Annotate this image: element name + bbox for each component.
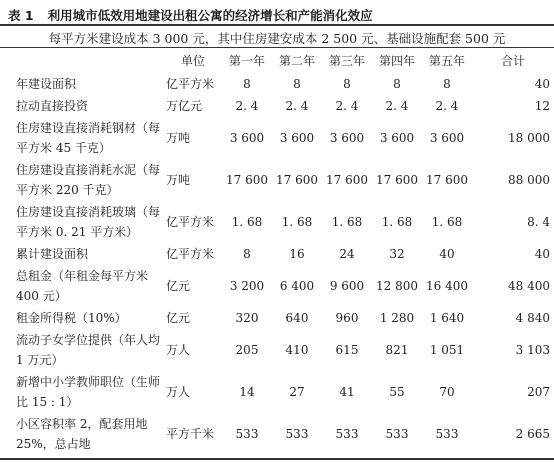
row-value: 17 600	[426, 173, 468, 187]
row-value: 615	[335, 343, 359, 357]
row-value: 8	[393, 77, 401, 91]
row-label: 租金所得税（10%）	[16, 311, 127, 325]
row-value: 3 600	[429, 131, 465, 145]
row-value: 17 600	[276, 173, 318, 187]
row-value: 8	[293, 77, 301, 91]
row-value: 9 600	[329, 279, 365, 293]
header-label-blank	[0, 49, 164, 73]
row-unit: 万人	[166, 343, 191, 357]
row-value: 1 051	[429, 343, 465, 357]
row-total: 40	[534, 77, 550, 91]
table-title: 利用城市低效用地建设出租公寓的经济增长和产能消化效应	[47, 8, 373, 23]
row-value: 24	[339, 247, 355, 261]
table-row	[0, 265, 554, 307]
row-value: 3 600	[329, 131, 365, 145]
row-unit: 平方千米	[166, 427, 215, 441]
table-row	[0, 159, 554, 201]
row-value: 55	[389, 385, 405, 399]
row-value: 320	[235, 311, 259, 325]
bottom-rule	[0, 458, 554, 460]
row-value: 17 600	[326, 173, 368, 187]
row-unit: 万吨	[166, 173, 191, 187]
row-value: 70	[439, 385, 455, 399]
row-value: 1. 68	[281, 215, 313, 229]
table-note: 每平方米建设成本 3 000 元，其中住房建安成本 2 500 元、基础设施配套 500 元	[48, 31, 506, 46]
row-unit: 万亿元	[166, 99, 203, 113]
row-value: 8	[243, 77, 251, 91]
table-row	[0, 371, 554, 413]
header-cell: 第二年	[278, 54, 315, 68]
row-unit: 亿元	[166, 279, 191, 293]
row-value: 27	[289, 385, 305, 399]
row-unit: 亿平方米	[166, 77, 215, 91]
table-row	[0, 201, 554, 243]
row-total: 88 000	[508, 173, 550, 187]
row-value: 533	[285, 427, 309, 441]
row-value: 3 600	[229, 131, 265, 145]
row-total: 8. 4	[527, 215, 550, 229]
row-value: 40	[439, 247, 455, 261]
row-unit: 万吨	[166, 131, 191, 145]
row-value: 533	[235, 427, 259, 441]
header-cell: 合计	[500, 54, 525, 68]
row-label: 总租金（年租金每平方米 400 元）	[16, 269, 149, 303]
row-value: 3 600	[279, 131, 315, 145]
header-cell: 第三年	[328, 54, 365, 68]
row-total: 40	[534, 247, 550, 261]
row-value: 2. 4	[285, 99, 309, 113]
row-label: 住房建设直接消耗水泥（每平方米 220 千克）	[16, 163, 161, 197]
middle-rule	[0, 47, 554, 48]
row-value: 8	[443, 77, 451, 91]
row-value: 17 600	[226, 173, 268, 187]
row-value: 8	[243, 247, 251, 261]
row-value: 410	[285, 343, 309, 357]
row-value: 16 400	[426, 279, 468, 293]
row-value: 1. 68	[331, 215, 363, 229]
row-label: 新增中小学教师职位（生师比 15 : 1）	[16, 375, 161, 409]
row-value: 205	[235, 343, 259, 357]
row-total: 48 400	[508, 279, 550, 293]
row-value: 32	[389, 247, 405, 261]
table-row	[0, 243, 554, 265]
row-value: 12 800	[376, 279, 418, 293]
row-total: 2 665	[515, 427, 550, 441]
row-label: 流动子女学位提供（年人均 1 万元）	[16, 333, 161, 367]
row-unit: 亿平方米	[166, 247, 215, 261]
row-label: 小区容积率 2，配套用地 25%，总占地	[16, 417, 148, 451]
row-value: 1. 68	[231, 215, 263, 229]
row-value: 17 600	[376, 173, 418, 187]
row-value: 2. 4	[235, 99, 259, 113]
row-value: 2. 4	[335, 99, 359, 113]
row-value: 14	[239, 385, 255, 399]
table-caption	[8, 6, 373, 24]
row-label: 累计建设面积	[16, 247, 89, 261]
header-cell: 第一年	[228, 54, 265, 68]
table-row	[0, 95, 554, 117]
row-total: 12	[534, 99, 550, 113]
row-value: 1. 68	[431, 215, 463, 229]
row-value: 1 280	[379, 311, 415, 325]
row-value: 1. 68	[381, 215, 413, 229]
row-value: 640	[285, 311, 309, 325]
row-value: 2. 4	[385, 99, 409, 113]
row-label: 年建设面积	[16, 77, 77, 91]
row-value: 3 200	[229, 279, 265, 293]
table-row	[0, 307, 554, 329]
header-cell: 第五年	[428, 54, 465, 68]
row-value: 6 400	[279, 279, 315, 293]
row-unit: 万人	[166, 385, 191, 399]
row-value: 16	[289, 247, 305, 261]
header-cell: 单位	[180, 54, 205, 68]
row-total: 3 103	[515, 343, 550, 357]
row-total: 207	[527, 385, 550, 399]
row-label: 住房建设直接消耗玻璃（每平方米 0. 21 平方米）	[16, 205, 161, 239]
row-value: 533	[435, 427, 459, 441]
data-table	[0, 49, 554, 455]
top-rule	[0, 24, 554, 26]
header-row	[0, 49, 554, 73]
row-label: 住房建设直接消耗钢材（每平方米 45 千克）	[16, 121, 161, 155]
row-value: 2. 4	[435, 99, 459, 113]
row-value: 8	[343, 77, 351, 91]
row-label: 拉动直接投资	[16, 99, 89, 113]
row-unit: 亿平方米	[166, 215, 215, 229]
row-total: 18 000	[508, 131, 550, 145]
table-number: 表 1	[8, 8, 34, 23]
row-value: 41	[339, 385, 355, 399]
row-total: 4 840	[515, 311, 550, 325]
table-row	[0, 329, 554, 371]
row-value: 960	[335, 311, 359, 325]
header-cell: 第四年	[378, 54, 415, 68]
row-value: 3 600	[379, 131, 415, 145]
row-unit: 亿元	[166, 311, 191, 325]
table-row	[0, 413, 554, 455]
table-row	[0, 73, 554, 95]
row-value: 821	[385, 343, 409, 357]
row-value: 533	[385, 427, 409, 441]
row-value: 1 640	[429, 311, 465, 325]
table-row	[0, 117, 554, 159]
row-value: 533	[335, 427, 359, 441]
